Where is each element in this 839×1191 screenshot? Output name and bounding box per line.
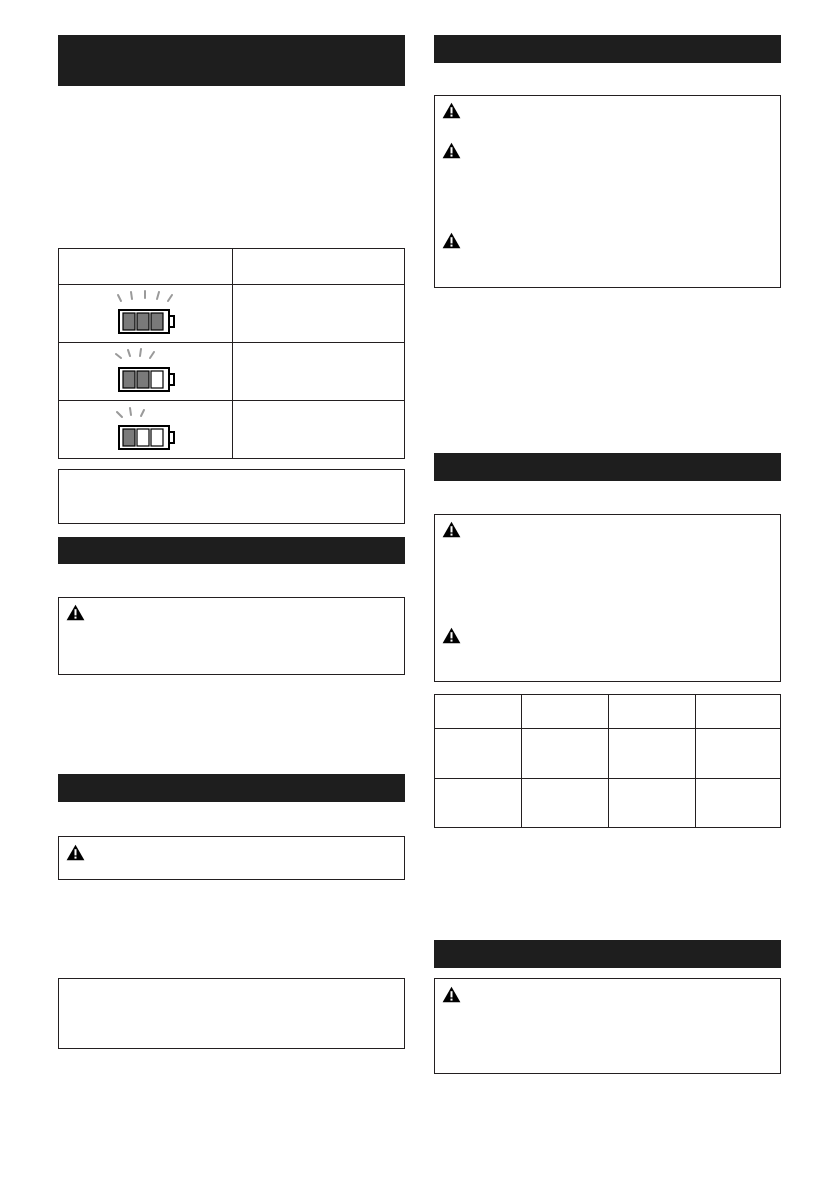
battery-capacity-table <box>58 248 405 459</box>
warning-triangle-icon <box>442 986 461 1003</box>
table-row <box>59 401 405 459</box>
table-header-cell <box>59 249 233 285</box>
table-cell <box>696 779 781 828</box>
battery-indicator-icon <box>106 406 186 454</box>
warning-triangle-icon <box>66 844 85 861</box>
blink-marks <box>118 291 172 301</box>
warning-triangle-icon <box>442 102 461 119</box>
table-header-cell <box>233 249 405 285</box>
warning-triangle-icon <box>442 521 461 538</box>
table-row <box>435 779 781 828</box>
table-cell <box>522 779 609 828</box>
table-cell <box>609 695 696 729</box>
warning-triangle-icon <box>442 232 461 249</box>
spec-table <box>434 694 781 828</box>
warning-box <box>434 514 781 682</box>
table-cell <box>435 779 522 828</box>
section-header-bar <box>58 774 405 802</box>
table-row <box>435 729 781 779</box>
indicator-cell <box>59 401 233 459</box>
warning-box <box>434 978 781 1074</box>
description-cell <box>233 401 405 459</box>
table-cell <box>435 695 522 729</box>
table-cell <box>522 729 609 779</box>
table-header-row <box>435 695 781 729</box>
table-cell <box>696 695 781 729</box>
table-cell <box>435 729 522 779</box>
caution-box <box>58 597 405 675</box>
table-row <box>59 285 405 343</box>
warning-triangle-icon <box>66 604 85 621</box>
battery-indicator-icon <box>106 348 186 396</box>
warning-box <box>434 95 781 288</box>
caution-box <box>58 836 405 880</box>
section-header-bar <box>58 35 405 86</box>
description-cell <box>233 285 405 343</box>
table-cell <box>522 695 609 729</box>
blink-marks <box>117 408 144 417</box>
battery-indicator-icon <box>106 290 186 338</box>
table-cell <box>609 779 696 828</box>
description-cell <box>233 343 405 401</box>
blink-marks <box>116 349 154 358</box>
warning-triangle-icon <box>442 627 461 644</box>
table-cell <box>609 729 696 779</box>
table-cell <box>696 729 781 779</box>
table-header-row <box>59 249 405 285</box>
warning-triangle-icon <box>442 142 461 159</box>
section-header-bar <box>58 537 405 564</box>
indicator-cell <box>59 285 233 343</box>
note-box <box>58 978 405 1049</box>
note-box <box>58 469 405 524</box>
indicator-cell <box>59 343 233 401</box>
section-header-bar <box>434 940 781 968</box>
section-header-bar <box>434 453 781 481</box>
section-header-bar <box>434 35 781 63</box>
table-row <box>59 343 405 401</box>
